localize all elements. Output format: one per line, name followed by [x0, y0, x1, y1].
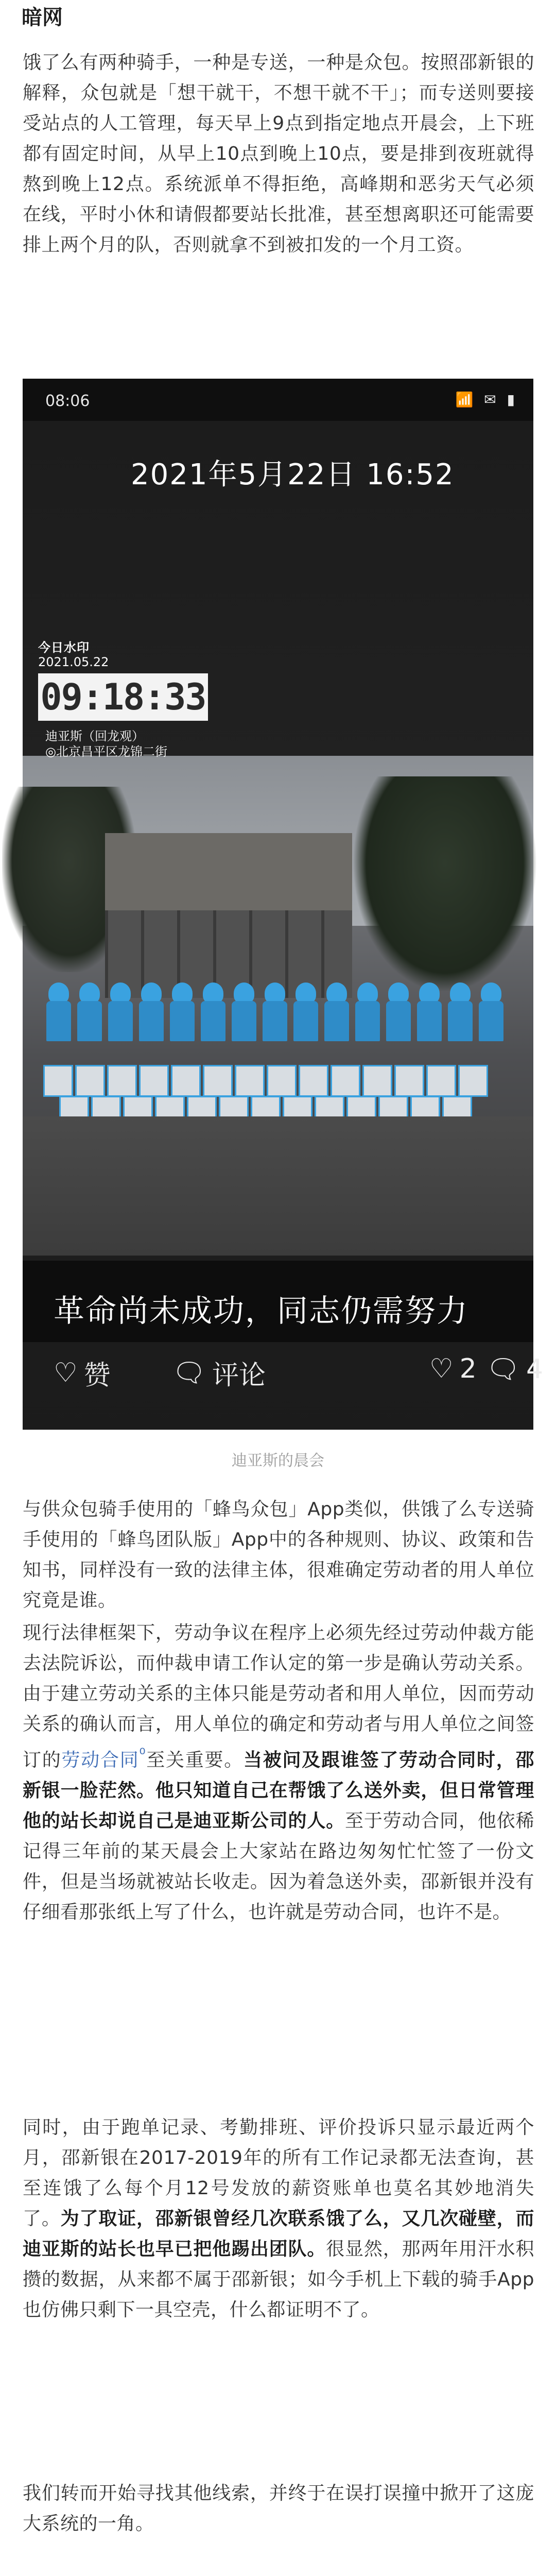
- delivery-box: [394, 1065, 424, 1097]
- paragraph-3-part-c: 至于劳动合同，他依稀记得三年前的某天晨会上大家站在路边匆匆忙忙签了一份文件，但是当场就被站长收走。因为着急送外卖，邵新银并没有仔细看那张纸上写了什么，也许就是劳动合同，也许不是。: [23, 1810, 534, 1923]
- delivery-box: [43, 1065, 73, 1097]
- rider-body: [201, 1001, 225, 1041]
- rider-body: [46, 1001, 71, 1041]
- watermark-clock: 09:18:33: [38, 673, 208, 721]
- photo-scene: [23, 756, 533, 1256]
- phone-status-bar: [23, 379, 533, 421]
- rider-body: [263, 1001, 287, 1041]
- rider-body: [108, 1001, 133, 1041]
- delivery-box: [171, 1065, 201, 1097]
- status-time: 08:06: [45, 392, 90, 410]
- paragraph-3-part-b: 至关重要。: [146, 1750, 244, 1771]
- comment-icon: 🗨: [486, 1354, 520, 1385]
- phone-screen: [23, 421, 544, 1441]
- delivery-box: [426, 1065, 456, 1097]
- rider-body: [139, 1001, 164, 1041]
- delivery-boxes: [43, 1044, 517, 1122]
- watermark-location: 迪亚斯（回龙观）: [45, 729, 144, 743]
- rider-body: [77, 1001, 102, 1041]
- paragraph-3-part-a: 现行法律框架下，劳动争议在程序上必须先经过劳动仲裁方能去法院诉讼，而仲裁申请工作认定的第一步是确认劳动关系。由于建立劳动关系的主体只能是劳动者和用人单位，因而劳动关系的确认而言，用人单位的确定和劳动者与用人单位之间签订的: [23, 1622, 534, 1771]
- paragraph-4-emphasis: 为了取证，邵新银曾经几次联系饿了么，又几次碰壁，而迪亚斯的站长也早已把他踢出团队。: [23, 2208, 534, 2260]
- paragraph-3-emphasis: 当被问及跟谁签了劳动合同时，邵新银一脸茫然。他只知道自己在帮饿了么送外卖，但日常管理他的站长却说自己是迪亚斯公司的人。: [23, 1750, 534, 1832]
- status-icons: 📶 ✉ ▮: [455, 391, 518, 408]
- delivery-box: [203, 1065, 233, 1097]
- paragraph-5: [23, 2478, 534, 2539]
- paragraph-5-text: 我们转而开始寻找其他线索，并终于在误打误撞中掀开了这庞大系统的一角。: [23, 2483, 534, 2534]
- photo-caption: 迪亚斯的晨会: [232, 1452, 324, 1470]
- paragraph-4-text: [23, 2112, 534, 2325]
- comment-count-value: 4: [526, 1353, 544, 1385]
- comment-label: 评论: [212, 1360, 266, 1391]
- delivery-box: [75, 1065, 105, 1097]
- scene-ground: [23, 1116, 533, 1256]
- section-heading: 暗网: [22, 6, 63, 29]
- heart-icon: ♡: [54, 1357, 78, 1388]
- camera-date: 2021年5月22日 16:52: [131, 458, 455, 492]
- delivery-box: [107, 1065, 137, 1097]
- delivery-box: [299, 1065, 328, 1097]
- riders-group: [43, 982, 517, 1044]
- footnote-marker[interactable]: ⁰: [139, 1745, 146, 1764]
- post-actions: [23, 1342, 544, 1399]
- rider-body: [355, 1001, 380, 1041]
- comment-button[interactable]: [172, 1353, 266, 1392]
- rider-body: [324, 1001, 349, 1041]
- time-watermark: [33, 637, 206, 761]
- watermark-date: 2021.05.22: [38, 655, 109, 669]
- rider-body: [417, 1001, 442, 1041]
- scene-tree-right: [352, 776, 537, 993]
- delivery-box: [235, 1065, 265, 1097]
- comment-count: [486, 1353, 543, 1385]
- like-count-value: 2: [459, 1353, 477, 1384]
- delivery-box: [331, 1065, 360, 1097]
- paragraph-1: [23, 47, 534, 260]
- delivery-box: [139, 1065, 169, 1097]
- comment-icon: 🗨: [172, 1358, 206, 1388]
- delivery-box: [267, 1065, 297, 1097]
- heart-icon: ♡: [429, 1353, 454, 1384]
- like-button[interactable]: [54, 1353, 111, 1392]
- morning-meeting-photo: [23, 379, 544, 1481]
- paragraph-4-part-b: 很显然，那两年用汗水积攒的数据，从来都不属于邵新银；如今手机上下载的骑手App也仿佛只剩下一具空壳，什么都证明不了。: [23, 2239, 534, 2320]
- rider-body: [293, 1001, 318, 1041]
- like-label: 赞: [83, 1360, 111, 1391]
- paragraph-2: [23, 1494, 534, 1616]
- post-caption-bar: [23, 1261, 533, 1342]
- delivery-box: [458, 1065, 488, 1097]
- watermark-label: 今日水印: [38, 640, 90, 655]
- rider-body: [479, 1001, 503, 1041]
- paragraph-2-text: 与供众包骑手使用的「蜂鸟众包」App类似，供饿了么专送骑手使用的「蜂鸟团队版」App中的各种规则、协议、政策和告知书，同样没有一致的法律主体，很难确定劳动者的用人单位究竟是谁。: [23, 1499, 534, 1611]
- delivery-box: [362, 1065, 392, 1097]
- rider-body: [448, 1001, 473, 1041]
- rider-body: [232, 1001, 256, 1041]
- paragraph-1-text: 饿了么有两种骑手，一种是专送，一种是众包。按照邵新银的解释，众包就是「想干就干，不想干就不干」；而专送则要接受站点的人工管理，每天早上9点到指定地点开晨会，上下班都有固定时间，从早上10点到晚上10点，要是排到夜班就得熬到晚上12点。系统派单不得拒绝，高峰期和恶劣天气必须在线，平时小休和请假都要站长批准，甚至想离职还可能需要排上两个月的队，否则就拿不到被扣发的一个月工资。: [23, 52, 534, 256]
- paragraph-3: [23, 1618, 534, 1927]
- rider-body: [386, 1001, 411, 1041]
- paragraph-3-text: [23, 1618, 534, 1927]
- labor-contract-link[interactable]: 劳动合同: [61, 1750, 140, 1771]
- watermark-address: ◎北京昌平区龙锦二街: [45, 744, 167, 759]
- post-caption: 革命尚未成功，同志仍需努力: [54, 1293, 468, 1329]
- paragraph-4-part-a: 同时，由于跑单记录、考勤排班、评价投诉只显示最近两个月，邵新银在2017-2019年的所有工作记录都无法查询，甚至连饿了么每个月12号发放的薪资账单也莫名其妙地消失了。: [23, 2117, 534, 2229]
- like-count: [429, 1353, 477, 1384]
- rider-body: [170, 1001, 195, 1041]
- paragraph-4: [23, 2112, 534, 2325]
